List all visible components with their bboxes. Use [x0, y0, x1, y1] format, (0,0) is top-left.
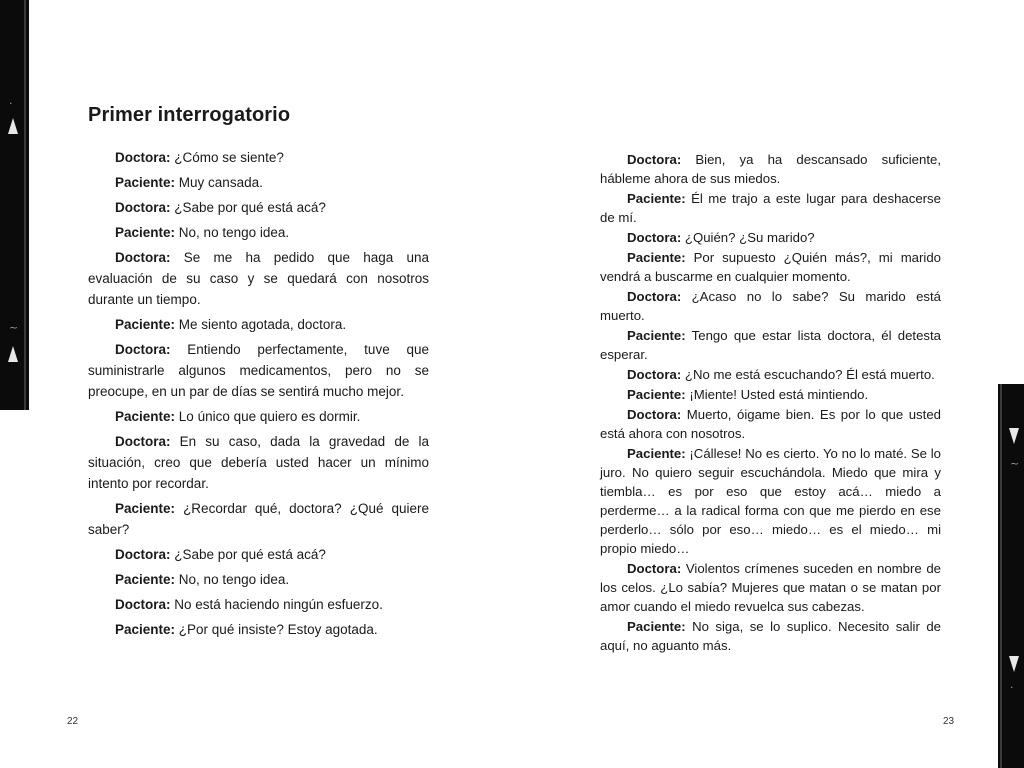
dialogue-text: Por supuesto ¿Quién más?, mi marido vendrá a buscarme en cualquier momento. — [600, 250, 942, 284]
page-number: 23 — [943, 716, 955, 727]
dialogue-line — [600, 287, 941, 325]
dialogue-line — [88, 406, 429, 427]
dialogue-line — [600, 444, 941, 558]
frame-mark-icon: ~ — [9, 321, 19, 334]
speaker-label: Doctora: — [627, 230, 682, 245]
film-strip-left — [0, 0, 29, 410]
dialogue-text: Muerto, óigame bien. Es por lo que usted está ahora con nosotros. — [600, 407, 941, 441]
dialogue-line — [88, 594, 429, 615]
chapter-title: Primer interrogatorio — [88, 104, 291, 126]
left-page — [67, 0, 429, 768]
dialogue-line — [600, 559, 941, 616]
speaker-label: Paciente: — [627, 191, 686, 206]
speaker-label: Paciente: — [627, 328, 686, 343]
right-page — [600, 0, 955, 768]
speaker-label: Doctora: — [627, 407, 682, 422]
dialogue-text: Él me trajo a este lugar para deshacerse de mí. — [600, 191, 941, 225]
dialogue-text: Violentos crímenes suceden en nombre de los celos. ¿Lo sabía? Mujeres que matan o se matan por amor cuando el miedo revuelca sus cabezas. — [600, 561, 941, 614]
dialogue-text: Entiendo perfectamente, tuve que suministrarle algunos medicamentos, pero no se preocupe, en un par de días se sentirá mucho mejor. — [88, 342, 429, 399]
speaker-label: Paciente: — [115, 501, 176, 516]
speaker-label: Paciente: — [115, 572, 176, 587]
dialogue-right — [600, 150, 941, 656]
film-strip-edge — [24, 0, 26, 410]
dialogue-text: No siga, se lo suplico. Necesito salir de aquí, no aguanto más. — [600, 619, 941, 653]
speaker-label: Doctora: — [115, 250, 171, 265]
dialogue-text: No está haciendo ningún esfuerzo. — [174, 597, 383, 612]
speaker-label: Doctora: — [627, 152, 682, 167]
triangle-down-icon — [1009, 656, 1019, 672]
triangle-up-icon — [8, 118, 18, 134]
speaker-label: Doctora: — [115, 434, 171, 449]
dialogue-line — [600, 385, 941, 404]
dialogue-line — [88, 197, 429, 218]
dialogue-line — [600, 228, 941, 247]
dialogue-line — [88, 314, 429, 335]
dialogue-text: ¡Miente! Usted está mintiendo. — [689, 387, 869, 402]
speaker-label: Paciente: — [115, 622, 176, 637]
dialogue-text: Lo único que quiero es dormir. — [178, 409, 361, 424]
dialogue-line — [88, 569, 429, 590]
frame-mark-icon: · — [9, 97, 13, 110]
speaker-label: Doctora: — [115, 547, 171, 562]
dialogue-text: ¿Sabe por qué está acá? — [174, 547, 326, 562]
dialogue-text: Tengo que estar lista doctora, él detesta esperar. — [600, 328, 941, 362]
speaker-label: Paciente: — [115, 175, 176, 190]
dialogue-line — [88, 147, 429, 168]
dialogue-text: ¿Recordar qué, doctora? ¿Qué quiere saber? — [88, 501, 429, 537]
dialogue-text: Muy cansada. — [178, 175, 263, 190]
dialogue-line — [88, 222, 429, 243]
speaker-label: Paciente: — [627, 446, 686, 461]
triangle-up-icon — [8, 346, 18, 362]
film-strip-edge — [1000, 384, 1002, 768]
dialogue-left — [88, 147, 429, 644]
dialogue-line — [88, 247, 429, 310]
frame-mark-icon: · — [1010, 681, 1014, 694]
frame-mark-icon: ~ — [1010, 457, 1020, 470]
dialogue-text: No, no tengo idea. — [178, 225, 290, 240]
dialogue-line — [600, 150, 941, 188]
dialogue-text: ¿Acaso no lo sabe? Su marido está muerto. — [600, 289, 941, 323]
dialogue-text: ¿Quién? ¿Su marido? — [684, 230, 815, 245]
dialogue-line — [88, 498, 429, 540]
speaker-label: Doctora: — [115, 150, 171, 165]
speaker-label: Paciente: — [627, 619, 686, 634]
dialogue-text: ¿Por qué insiste? Estoy agotada. — [178, 622, 378, 637]
dialogue-line — [88, 172, 429, 193]
speaker-label: Paciente: — [627, 250, 686, 265]
page-number: 22 — [67, 716, 79, 727]
dialogue-text: Bien, ya ha descansado suficiente, hábleme ahora de sus miedos. — [600, 152, 941, 186]
speaker-label: Doctora: — [115, 597, 171, 612]
speaker-label: Doctora: — [627, 289, 682, 304]
speaker-label: Paciente: — [115, 225, 176, 240]
dialogue-line — [600, 326, 941, 364]
dialogue-line — [88, 619, 429, 640]
speaker-label: Paciente: — [627, 387, 686, 402]
dialogue-text: Me siento agotada, doctora. — [178, 317, 347, 332]
dialogue-text: ¿Sabe por qué está acá? — [174, 200, 326, 215]
speaker-label: Doctora: — [115, 200, 171, 215]
dialogue-text: Se me ha pedido que haga una evaluación de su caso y se quedará con nosotros durante un tiempo. — [88, 250, 429, 307]
film-strip-right — [998, 384, 1024, 768]
dialogue-line — [600, 248, 941, 286]
dialogue-text: ¿No me está escuchando? Él está muerto. — [684, 367, 935, 382]
triangle-down-icon — [1009, 428, 1019, 444]
dialogue-line — [88, 544, 429, 565]
speaker-label: Doctora: — [627, 367, 682, 382]
dialogue-line — [600, 405, 941, 443]
dialogue-text: ¡Cállese! No es cierto. Yo no lo maté. Se lo juro. No quiero seguir escuchándola. Miedo que mira y tiembla… es por eso que estoy acá… miedo a perderme… a la radical forma con que me pierdo en ese perderlo… sólo por eso… miedo… es el miedo… mi propio miedo… — [600, 446, 941, 556]
dialogue-text: En su caso, dada la gravedad de la situación, creo que debería usted hacer un mínimo intento por recordar. — [88, 434, 429, 491]
dialogue-text: ¿Cómo se siente? — [174, 150, 284, 165]
speaker-label: Paciente: — [115, 317, 176, 332]
dialogue-line — [600, 365, 941, 384]
dialogue-line — [600, 617, 941, 655]
speaker-label: Doctora: — [115, 342, 171, 357]
dialogue-line — [600, 189, 941, 227]
dialogue-text: No, no tengo idea. — [178, 572, 290, 587]
dialogue-line — [88, 431, 429, 494]
dialogue-line — [88, 339, 429, 402]
speaker-label: Doctora: — [627, 561, 682, 576]
speaker-label: Paciente: — [115, 409, 176, 424]
